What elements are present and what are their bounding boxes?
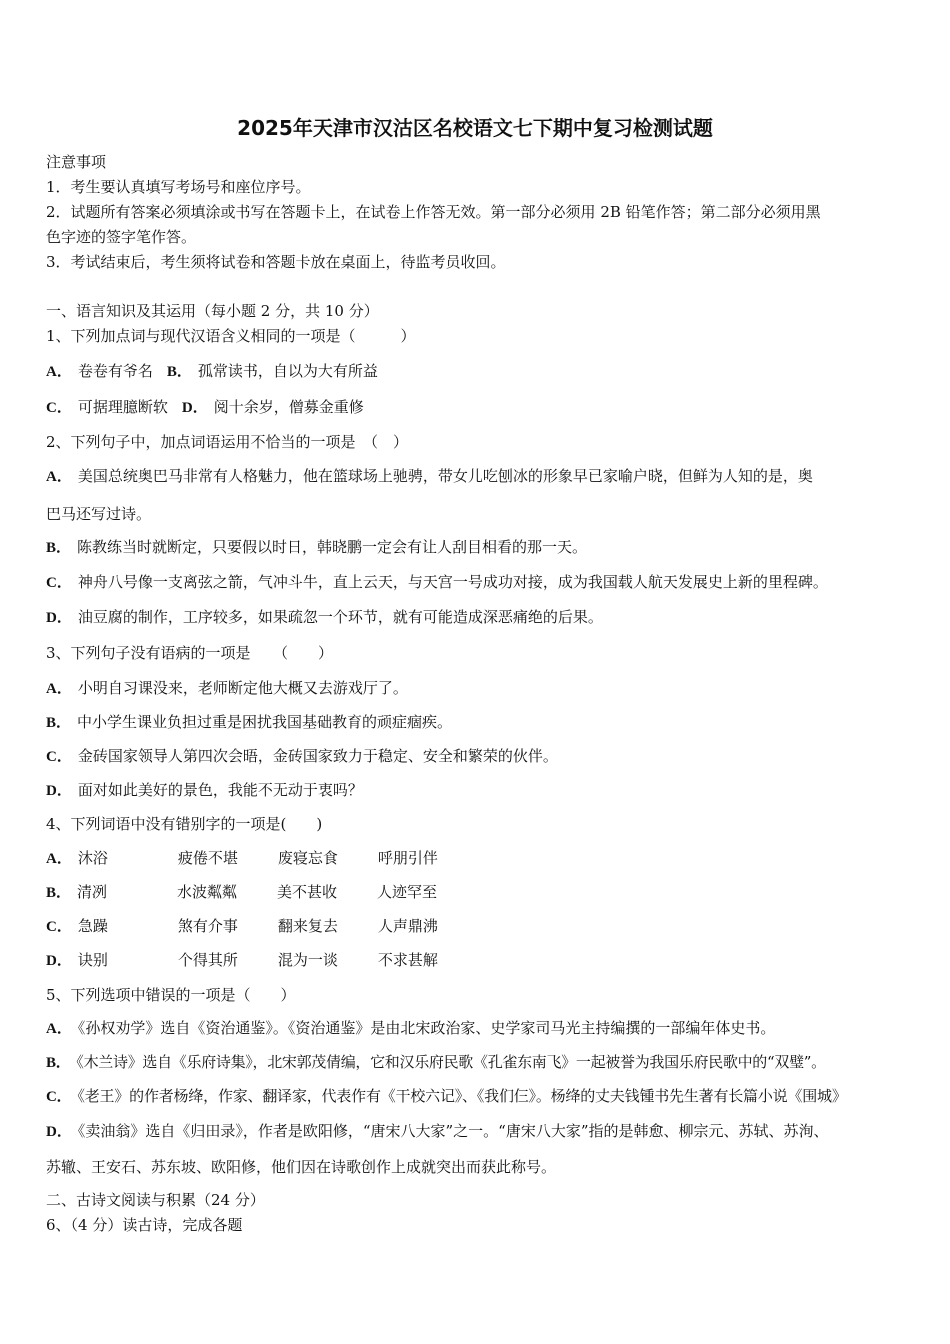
q3-option-a xyxy=(46,678,916,699)
q5-option-c-text: 《老王》的作者杨绛，作家、翻译家，代表作有《干校六记》、《我们仨》。杨绛的丈夫钱锺书先生著有长篇小说《围城》 xyxy=(77,1087,847,1105)
q5-option-d-text: 《卖油翁》选自《归田录》，作者是欧阳修，“唐宋八大家”之一。“唐宋八大家”指的是韩愈、柳宗元、苏轼、苏洵、 xyxy=(77,1122,829,1140)
q4-option-d-word4: 不求甚解 xyxy=(377,951,438,969)
q5-option-b xyxy=(46,1052,916,1073)
notice-item-3: 3．考试结束后，考生须将试卷和答题卡放在桌面上，待监考员收回。 xyxy=(46,253,506,271)
q3-option-d-label: D． xyxy=(46,783,72,799)
notice-item-2-cont: 色字迹的签字笔作答。 xyxy=(46,228,197,246)
q2-option-d-text: 油豆腐的制作，工序较多，如果疏忽一个环节，就有可能造成深恶痛绝的后果。 xyxy=(77,608,603,626)
q4-option-c-word3: 翻来复去 xyxy=(277,917,338,935)
q5-option-a-label: A． xyxy=(46,1021,72,1037)
q4-option-c-word4: 人声鼎沸 xyxy=(377,917,438,935)
q1-option-a-label: A． xyxy=(46,364,72,380)
q1-option-b-label: B． xyxy=(166,364,192,380)
q2-option-a-cont: 巴马还写过诗。 xyxy=(46,505,152,523)
section2-heading: 二、古诗文阅读与积累（24 分） xyxy=(46,1191,265,1209)
q3-option-d xyxy=(46,780,916,801)
q2-option-d-label: D． xyxy=(46,610,72,626)
q4-option-d-word3: 混为一谈 xyxy=(277,951,338,969)
q1-option-b-text: 孤常读书，自以为大有所益 xyxy=(197,362,378,380)
q2-stem: 2、下列句子中，加点词语运用不恰当的一项是 （ ） xyxy=(46,433,409,451)
q5-option-d xyxy=(46,1121,916,1142)
q2-option-d xyxy=(46,607,916,628)
q4-option-a-word2: 疲倦不堪 xyxy=(177,849,238,867)
q4-option-b xyxy=(46,882,916,903)
q5-option-d-cont: 苏辙、王安石、苏东坡、欧阳修，他们因在诗歌创作上成就突出而获此称号。 xyxy=(46,1158,557,1176)
q4-option-a-label: A． xyxy=(46,851,72,867)
q5-option-a xyxy=(46,1018,916,1039)
q4-option-b-word2: 水波粼粼 xyxy=(177,883,238,901)
q4-option-c-word2: 煞有介事 xyxy=(177,917,238,935)
q2-option-b xyxy=(46,537,916,558)
q4-stem: 4、下列词语中没有错别字的一项是( ) xyxy=(46,815,323,833)
q1-option-a-text: 卷卷有爷名 xyxy=(77,362,153,380)
q2-option-a xyxy=(46,466,916,487)
q2-option-c-text: 神舟八号像一支离弦之箭，气冲斗牛，直上云天，与天宫一号成功对接，成为我国载人航天发展史上新的里程碑。 xyxy=(77,573,828,591)
q4-option-c-word1: 急躁 xyxy=(77,917,108,935)
q1-options-row2 xyxy=(46,397,916,418)
q3-option-d-text: 面对如此美好的景色，我能不无动于衷吗？ xyxy=(77,781,363,799)
notice-item-2: 2．试题所有答案必须填涂或书写在答题卡上，在试卷上作答无效。第一部分必须用 2B 铅笔作答；第二部分必须用黑 xyxy=(46,203,821,221)
q1-option-c-label: C． xyxy=(46,400,72,416)
q4-option-d-label: D． xyxy=(46,953,72,969)
page-title: 2025年天津市汉沽区名校语文七下期中复习检测试题 xyxy=(237,116,713,140)
section1-heading: 一、语言知识及其运用（每小题 2 分，共 10 分） xyxy=(46,302,379,320)
q4-option-a-word1: 沐浴 xyxy=(77,849,108,867)
q5-option-c xyxy=(46,1086,916,1107)
q5-option-a-text: 《孙权劝学》选自《资治通鉴》。《资治通鉴》是由北宋政治家、史学家司马光主持编撰的一部编年体史书。 xyxy=(77,1019,776,1037)
q3-stem: 3、下列句子没有语病的一项是 （ ） xyxy=(46,644,334,662)
q4-option-c-label: C． xyxy=(46,919,72,935)
q1-options-row1 xyxy=(46,361,916,382)
q4-option-c xyxy=(46,916,916,937)
q5-option-b-text: 《木兰诗》选自《乐府诗集》，北宋郭茂倩编，它和汉乐府民歌《孔雀东南飞》一起被誉为我国乐府民歌中的“双璧”。 xyxy=(76,1053,826,1071)
q2-option-b-text: 陈教练当时就断定，只要假以时日，韩晓鹏一定会有让人刮目相看的那一天。 xyxy=(77,538,588,556)
q5-stem: 5、下列选项中错误的一项是（ ） xyxy=(46,986,296,1004)
q1-option-d-label: D． xyxy=(181,400,208,416)
q4-option-b-label: B． xyxy=(46,885,72,901)
q6-stem: 6、（4 分）读古诗，完成各题 xyxy=(46,1216,243,1234)
q3-option-b xyxy=(46,712,916,733)
q3-option-c-text: 金砖国家领导人第四次会晤，金砖国家致力于稳定、安全和繁荣的伙伴。 xyxy=(77,747,558,765)
q2-option-b-label: B． xyxy=(46,540,72,556)
q3-option-b-text: 中小学生课业负担过重是困扰我国基础教育的顽症痼疾。 xyxy=(77,713,453,731)
q5-option-b-label: B． xyxy=(46,1055,71,1071)
q4-option-b-word3: 美不甚收 xyxy=(277,883,338,901)
q3-option-b-label: B． xyxy=(46,715,72,731)
q3-option-a-label: A． xyxy=(46,681,72,697)
q2-option-c-label: C． xyxy=(46,575,72,591)
q1-option-c-text: 可据理臆断软 xyxy=(77,398,168,416)
q4-option-a-word3: 废寝忘食 xyxy=(277,849,338,867)
q4-option-d-word2: 个得其所 xyxy=(177,951,238,969)
q4-option-b-word4: 人迹罕至 xyxy=(377,883,438,901)
q1-stem: 1、下列加点词与现代汉语含义相同的一项是（ ） xyxy=(46,327,416,345)
notice-heading: 注意事项 xyxy=(46,153,107,171)
q4-option-d-word1: 诀别 xyxy=(77,951,108,969)
q4-option-a xyxy=(46,848,916,869)
q4-option-d xyxy=(46,950,916,971)
q3-option-c-label: C． xyxy=(46,749,72,765)
q5-option-c-label: C． xyxy=(46,1089,72,1105)
q2-option-a-label: A． xyxy=(46,469,72,485)
q1-option-d-text: 阅十余岁，僧募金重修 xyxy=(213,398,364,416)
q3-option-a-text: 小明自习课没来，老师断定他大概又去游戏厅了。 xyxy=(77,679,408,697)
notice-item-1: 1．考生要认真填写考场号和座位序号。 xyxy=(46,178,311,196)
q4-option-a-word4: 呼朋引伴 xyxy=(377,849,438,867)
q4-option-b-word1: 清冽 xyxy=(77,883,108,901)
q3-option-c xyxy=(46,746,916,767)
q2-option-a-text: 美国总统奥巴马非常有人格魅力，他在篮球场上驰骋，带女儿吃刨冰的形象早已家喻户晓，但鲜为人知的是，奥 xyxy=(77,467,813,485)
q2-option-c xyxy=(46,572,916,593)
q5-option-d-label: D． xyxy=(46,1124,72,1140)
